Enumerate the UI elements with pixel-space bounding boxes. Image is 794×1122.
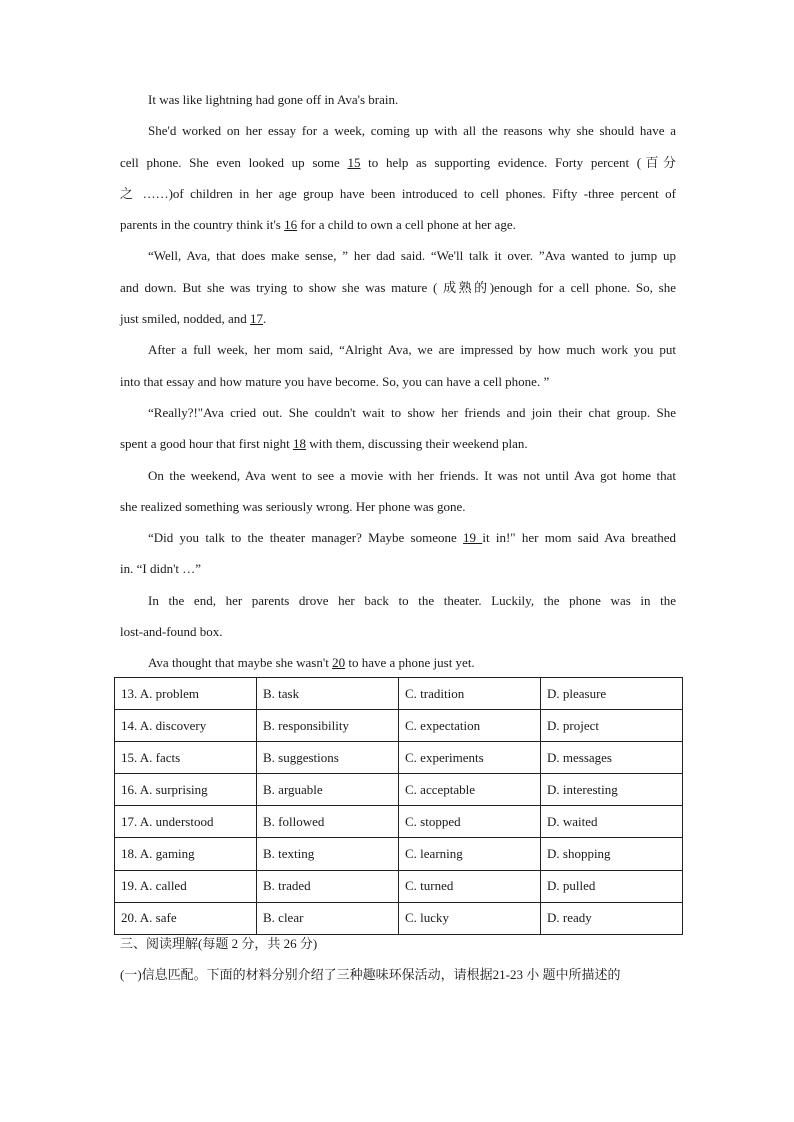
option-cell: 18. A. gaming <box>115 838 257 870</box>
option-cell: 16. A. surprising <box>115 774 257 806</box>
option-cell: B. task <box>257 678 399 710</box>
option-cell: C. stopped <box>399 806 541 838</box>
option-cell: 15. A. facts <box>115 742 257 774</box>
option-cell: 14. A. discovery <box>115 710 257 742</box>
table-row <box>115 710 683 742</box>
option-cell: D. messages <box>541 742 683 774</box>
option-cell: B. clear <box>257 902 399 934</box>
option-cell: C. lucky <box>399 902 541 934</box>
passage-line: On the weekend, Ava went to see a movie with her friends. It was not until Ava got home that <box>148 467 676 483</box>
option-cell: 13. A. problem <box>115 678 257 710</box>
blank-19: 19 <box>463 530 483 546</box>
option-cell: 17. A. understood <box>115 806 257 838</box>
passage-line: “Well, Ava, that does make sense, ” her dad said. “We'll talk it over. ”Ava wanted to jump up <box>148 248 676 264</box>
passage-line: Ava thought that maybe she wasn't 20 to have a phone just yet. <box>148 655 475 671</box>
option-cell: C. learning <box>399 838 541 870</box>
passage-line: just smiled, nodded, and 17. <box>120 311 267 327</box>
options-table <box>114 677 683 935</box>
passage-line: It was like lightning had gone off in Ava's brain. <box>148 92 399 107</box>
option-cell: C. experiments <box>399 742 541 774</box>
option-cell: C. tradition <box>399 678 541 710</box>
passage-line: into that essay and how mature you have become. So, you can have a cell phone. ” <box>120 373 550 389</box>
table-row <box>115 870 683 902</box>
passage-line: and down. But she was trying to show she was mature ( 成熟的)enough for a cell phone. So, she <box>120 279 676 295</box>
option-cell: C. turned <box>399 870 541 902</box>
passage-line: After a full week, her mom said, “Alright Ava, we are impressed by how much work you put <box>148 342 676 358</box>
option-cell: B. traded <box>257 870 399 902</box>
passage-line: she realized something was seriously wrong. Her phone was gone. <box>120 498 466 514</box>
blank-16: 16 <box>284 217 298 233</box>
option-cell: D. pleasure <box>541 678 683 710</box>
passage-line: cell phone. She even looked up some 15 to help as supporting evidence. Forty percent (百分 <box>120 154 676 170</box>
table-row <box>115 678 683 710</box>
option-cell: C. acceptable <box>399 774 541 806</box>
passage-line: in. “I didn't …” <box>120 561 202 577</box>
table-row <box>115 806 683 838</box>
option-cell: B. followed <box>257 806 399 838</box>
passage-line: “Really?!"Ava cried out. She couldn't wait to show her friends and join their chat group. She <box>148 404 676 420</box>
table-row <box>115 902 683 934</box>
blank-15: 15 <box>347 154 361 170</box>
blank-20: 20 <box>332 655 346 671</box>
table-row <box>115 742 683 774</box>
passage-line: spent a good hour that first night 18 with them, discussing their weekend plan. <box>120 436 528 452</box>
table-row <box>115 838 683 870</box>
option-cell: C. expectation <box>399 710 541 742</box>
option-cell: 19. A. called <box>115 870 257 902</box>
option-cell: D. project <box>541 710 683 742</box>
passage-line: “Did you talk to the theater manager? Maybe someone 19 it in!" her mom said Ava breathed <box>148 530 677 546</box>
blank-18: 18 <box>292 436 306 452</box>
option-cell: 20. A. safe <box>115 902 257 934</box>
option-cell: B. arguable <box>257 774 399 806</box>
section-intro: (一)信息匹配。下面的材料分别介绍了三种趣味环保活动，请根据21-23 小 题中所描述的 <box>120 967 621 982</box>
option-cell: D. waited <box>541 806 683 838</box>
passage-line: lost-and-found box. <box>120 624 223 640</box>
option-cell: D. ready <box>541 902 683 934</box>
passage-line: 之 ……)of children in her age group have been introduced to cell phones. Fifty -three percent of <box>120 185 676 201</box>
option-cell: D. shopping <box>541 838 683 870</box>
section-heading: 三、阅读理解(每题 2 分，共 26 分) <box>120 936 318 951</box>
option-cell: B. texting <box>257 838 399 870</box>
option-cell: B. suggestions <box>257 742 399 774</box>
table-row <box>115 774 683 806</box>
passage-line: In the end, her parents drove her back to the theater. Luckily, the phone was in the <box>148 592 676 608</box>
option-cell: D. interesting <box>541 774 683 806</box>
option-cell: B. responsibility <box>257 710 399 742</box>
passage-line: parents in the country think it's 16 for a child to own a cell phone at her age. <box>120 217 516 233</box>
cloze-passage <box>120 84 676 679</box>
passage-line: She'd worked on her essay for a week, coming up with all the reasons why she should have a <box>148 123 676 139</box>
blank-17: 17 <box>250 311 263 327</box>
option-cell: D. pulled <box>541 870 683 902</box>
